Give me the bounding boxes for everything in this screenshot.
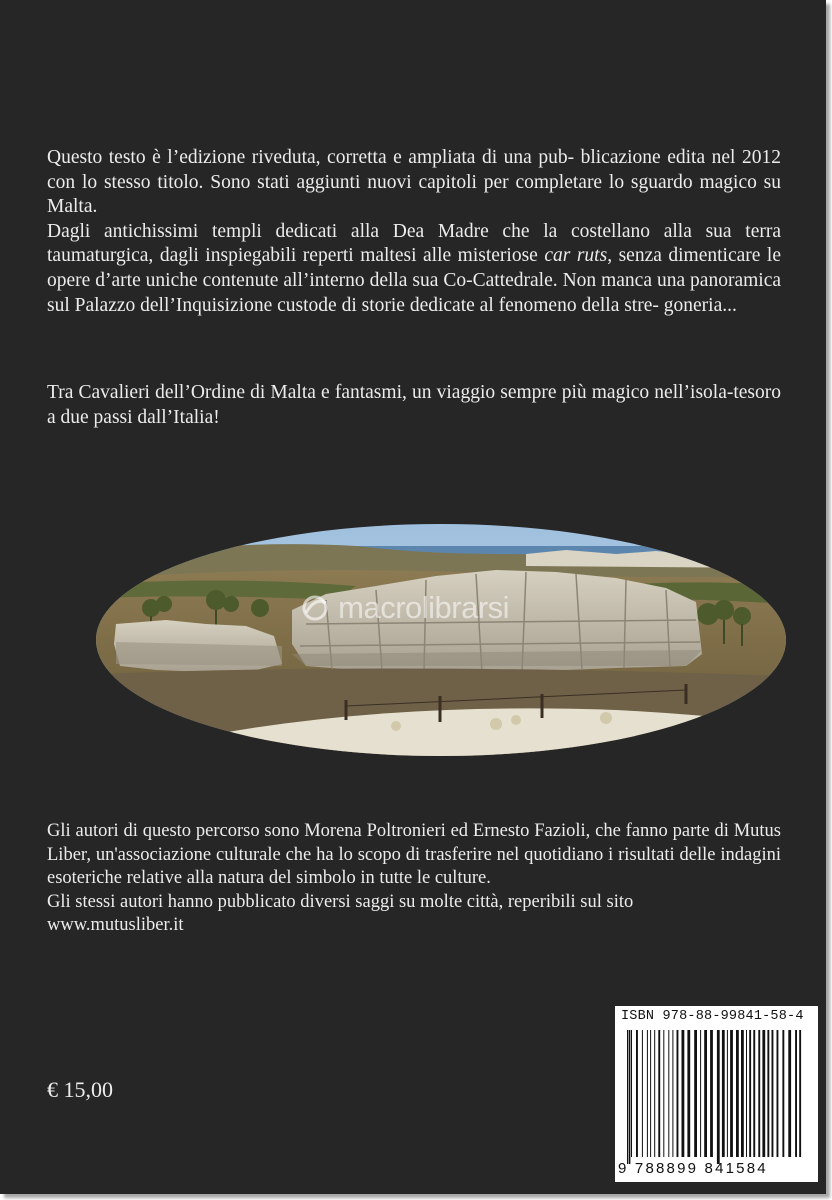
tagline-line: magico nell’isola-tesoro a due passi dall’Italia!: [47, 382, 782, 428]
description-line: , senza dimenticare le opere d’arte uniche contenute all’interno: [47, 245, 782, 291]
description-line: Dagli antichissimi templi dedicati alla Dea Madre che la costellano alla: [47, 220, 692, 242]
authors-line: trasferire nel quotidiano i risultati delle indagini esoteriche relative alla natura: [47, 844, 781, 889]
description-line: blicazione edita nel 2012 con lo stesso titolo. Sono stati aggiunti nuovi: [47, 147, 781, 193]
barcode-bars: [615, 1006, 818, 1182]
isbn-label: ISBN 978-88-99841-58-4: [621, 1009, 804, 1024]
price-label: € 15,00: [47, 1077, 113, 1102]
car-ruts-term: car ruts: [544, 245, 608, 267]
description-line: Questo testo è l’edizione riveduta, corretta e ampliata di una pub-: [47, 147, 575, 168]
authors-line: Gli autori di questo percorso sono Morena Poltronieri ed Ernesto Fazioli, che: [47, 821, 621, 841]
authors-paragraph: [47, 820, 781, 938]
website-url: www.mutusliber.it: [47, 915, 184, 936]
description-line: sua terra taumaturgica, dagli inspiegabili reperti maltesi alle misteriose: [47, 220, 781, 267]
authors-line: Gli stessi autori hanno pubblicato diversi saggi su molte città, reperibili sul sito: [47, 891, 634, 912]
globe-swirl-icon: [300, 593, 330, 623]
description-line: capitoli per completare lo sguardo magico su Malta.: [47, 171, 782, 218]
description-line: dell’Inquisizione custode di storie dedicate al fenomeno della stre-: [140, 294, 659, 316]
isbn-barcode: [615, 1006, 818, 1182]
authors-line: fanno parte di Mutus Liber, un'associazione culturale che ha lo scopo di: [47, 821, 781, 865]
authors-line: del simbolo in tutte le culture.: [268, 868, 491, 889]
description-line: della sua Co-Cattedrale. Non manca una panoramica sul Palazzo: [47, 269, 782, 316]
description-paragraph: [47, 146, 781, 318]
tagline-line: Tra Cavalieri dell’Ordine di Malta e fantasmi, un viaggio sempre più: [47, 382, 587, 403]
macrolibrarsi-watermark: [300, 588, 600, 628]
tagline-paragraph: [47, 381, 781, 430]
description-line: goneria...: [663, 294, 737, 316]
isbn-digits: 9 788899 841584: [618, 1160, 768, 1177]
watermark-text: macrolibrarsi: [338, 589, 510, 625]
megalithic-temple-illustration: [96, 524, 786, 756]
temple-photo: [96, 524, 786, 756]
